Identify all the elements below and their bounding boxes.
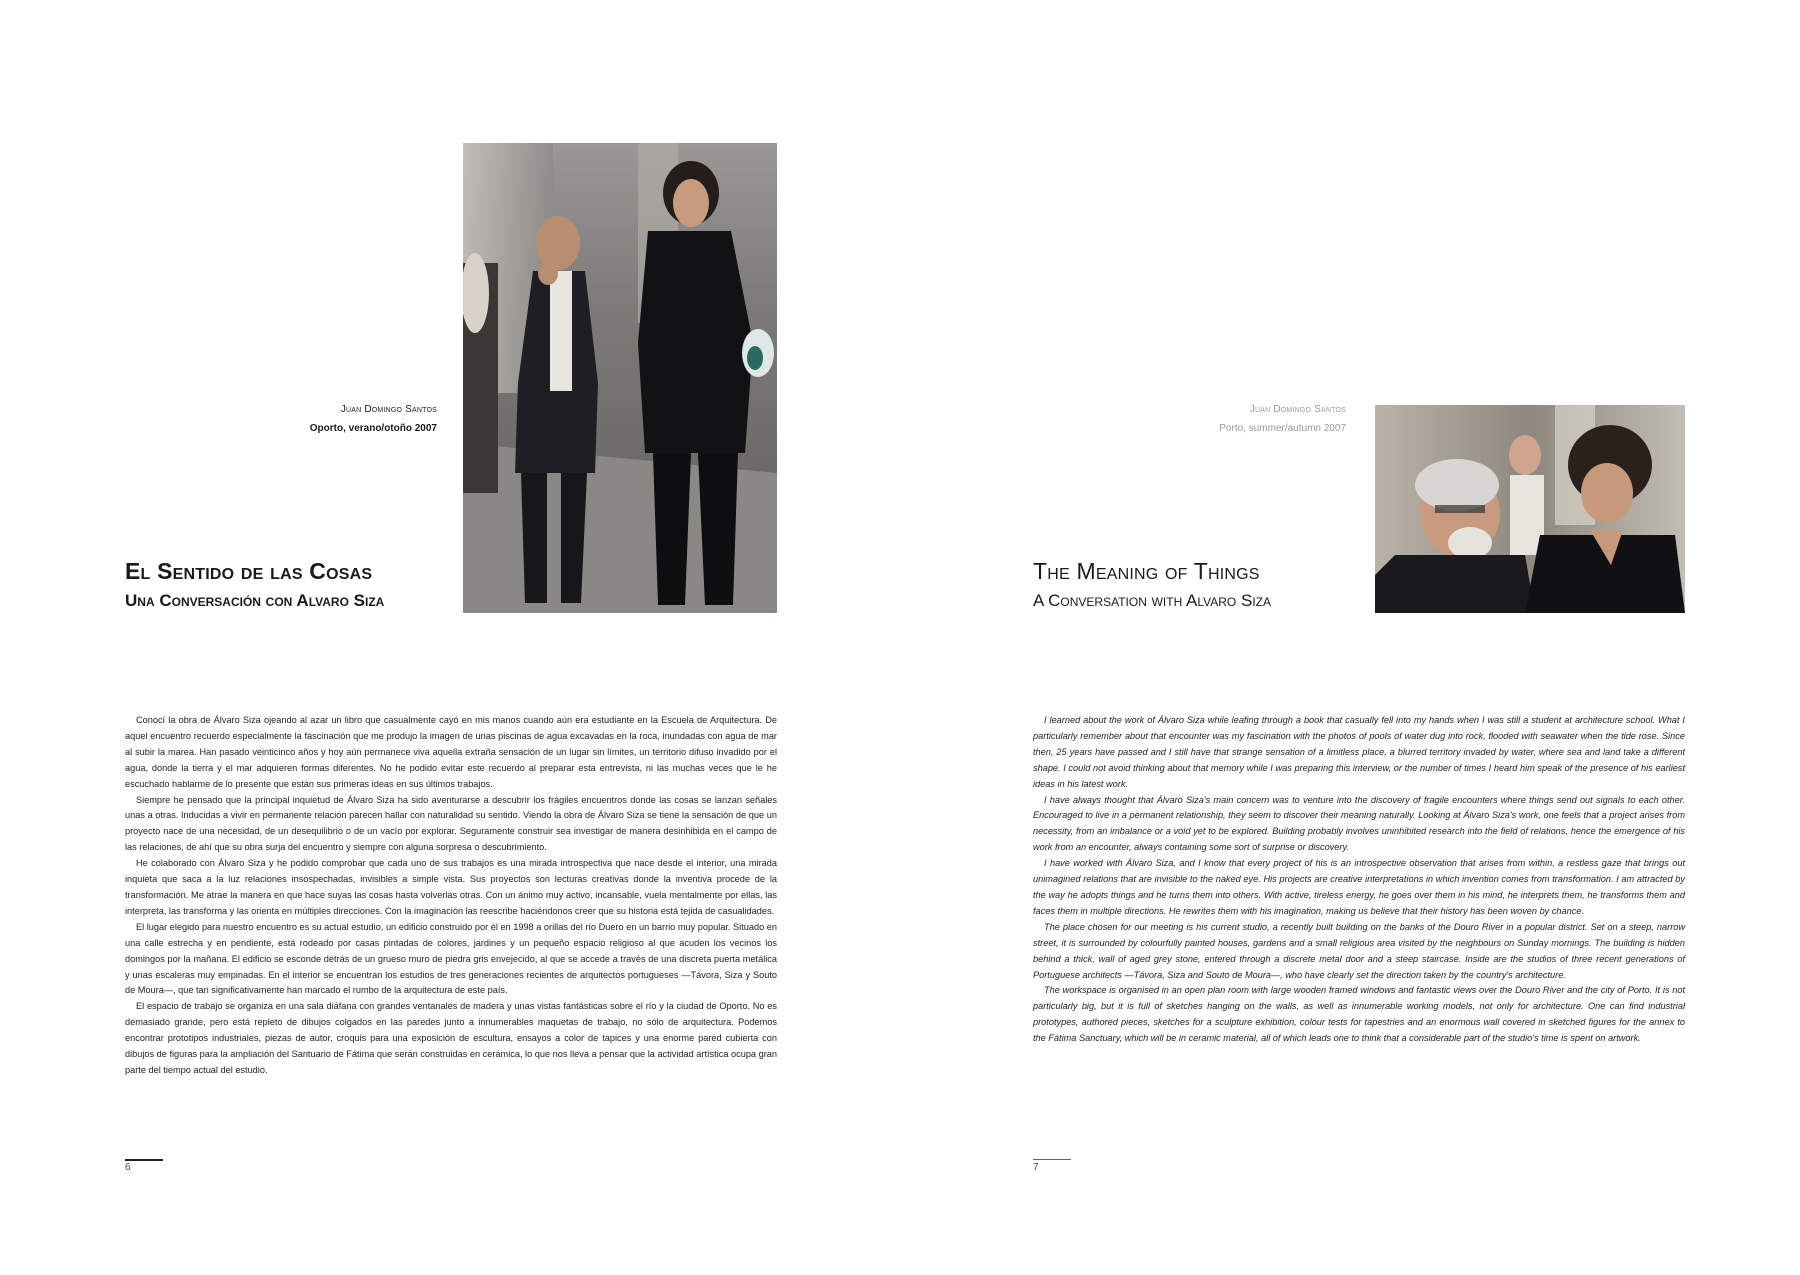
paragraph: El lugar elegido para nuestro encuentro es su actual estudio, un edificio construido por él en 1998 a orillas del río Duero en un barrio muy popular. Situado en una calle estrecha y en pendiente, está rodeado por casas pintadas de colores, jardines y un pequeño espacio religioso al que acuden los vecinos los domingos por la mañana. El edificio se esconde detrás de un grueso muro de piedra gris envejecido, al que se accede a través de una discreta puerta metálica y unas escaleras muy empinadas. En el interior se encuentran los estudios de tres generaciones recientes de arquitectos portugueses —Távora, Siza y Souto de Moura—, que tan significativamente han marcado el rumbo de la arquitectura de este país. <box>125 921 777 996</box>
paragraph: Conocí la obra de Álvaro Siza ojeando al azar un libro que casualmente cayó en mis manos cuando aún era estudiante en la Escuela de Arquitectura. De aquel encuentro recuerdo especialmente la fascinación que me produjo la imagen de unas piscinas de agua excavadas en la roca, inundadas con agua de mar al subir la marea. Han pasado veinticinco años y hoy aún permanece viva aquella extraña sensación de un lugar sin límites, un territorio difuso invadido por el agua, donde la tierra y el mar adquieren formas diferentes. No he podido evitar este recuerdo al preparar esta entrevista, ni las muchas veces que le he escuchado hablarme de lo presente que están sus primeras ideas en sus últimos trabajos. <box>125 715 777 789</box>
paragraph: I learned about the work of Álvaro Siza while leafing through a book that casually fell into my hands when I was still a student at architecture school. What I particularly remember about that encounter was my fascination with the photos of pools of water dug into rock, flooded with seawater when the tide rose. Since then, 25 years have passed and I still have that strange sensation of a limitless place, a blurred territory invaded by water, where sea and land take a different shape. I could not avoid thinking about that memory while I was preparing this interview, or the number of times I heard him speak of the presence of his earliest ideas in his latest work. <box>1033 715 1685 789</box>
right-page <box>900 0 1800 1275</box>
footer-rule <box>1033 1159 1071 1160</box>
article-title: The Meaning of Things <box>1033 558 1260 584</box>
article-heading <box>1033 555 1271 615</box>
article-subtitle: A Conversation with Alvaro Siza <box>1033 591 1271 610</box>
paragraph: The place chosen for our meeting is his current studio, a recently built building on the banks of the Douro River in a popular district. Set on a steep, narrow street, it is surrounded by colourfully painted houses, gardens and a small religious area visited by the neighbours on Sunday mornings. The building is hidden behind a thick, wall of aged grey stone, entered through a discrete metal door and a steep staircase. Inside are the studios of three recent generations of Portuguese architects —Távora, Siza and Souto de Moura—, who have clearly set the direction taken by the country's architecture. <box>1033 921 1685 980</box>
street-photo-image <box>463 143 777 613</box>
studio-photo <box>1375 405 1685 613</box>
paragraph: El espacio de trabajo se organiza en una sala diáfana con grandes ventanales de madera y unas vistas fantásticas sobre el río y la ciudad de Oporto. No es demasiado grande, pero está repleto de dibujos colgados en las paredes junto a innumerables maquetas de trabajo, no sólo de arquitectura. Podemos encontrar prototipos industriales, piezas de autor, croquis para una exposición de escultura, ensayos a color de tapices y una enorme pared cubierta con dibujos de figuras para la ampliación del Santuario de Fátima que serán construidas en cerámica, lo que nos lleva a pensar que la actividad artística ocupa gran parte del tiempo actual del estudio. <box>125 1001 777 1075</box>
article-subtitle: Una Conversación con Alvaro Siza <box>125 591 385 610</box>
article-title: El Sentido de las Cosas <box>125 558 373 584</box>
studio-photo-image <box>1375 405 1685 613</box>
byline-place-date: Oporto, verano/otoño 2007 <box>309 423 437 434</box>
byline-author: Juan Domingo Santos <box>1249 404 1346 415</box>
paragraph: Siempre he pensado que la principal inquietud de Álvaro Siza ha sido aventurarse a descubrir los frágiles encuentros donde las cosas se lanzan señales unas a otras. Inducidas a vivir en permanente relación parecen hallar con naturalidad su sentido. Viendo la obra de Álvaro Siza se tiene la sensación de que un proyecto nace de una necesidad, de un desequilibrio o de un vacío por explorar. Seguramente construir sea investigar de manera desinhibida en el campo de las relaciones, de ahí que su obra surja del encuentro y siempre con alguna sorpresa o descubrimiento. <box>125 794 777 853</box>
page-number: 7 <box>1033 1162 1039 1173</box>
byline-author: Juan Domingo Santos <box>340 404 437 415</box>
byline-place-date: Porto, summer/autumn 2007 <box>1219 423 1346 434</box>
paragraph: I have always thought that Álvaro Siza's main concern was to venture into the discovery of fragile encounters where things send out signals to each other. Encouraged to live in a permanent relationship, they seem to discover their meaning naturally. Looking at Álvaro Siza's work, one feels that a project arises from necessity, from an imbalance or a void yet to be explored. Building probably involves uninhibited research into the field of relations, hence the emergence of his work from an encounter, always containing some sort of surprise or discovery. <box>1033 794 1685 853</box>
article-heading <box>125 555 384 615</box>
street-photo <box>463 143 777 613</box>
page-number: 6 <box>125 1162 131 1173</box>
paragraph: He colaborado con Álvaro Siza y he podido comprobar que cada uno de sus trabajos es una mirada introspectiva que nace desde el interior, una mirada inquieta que saca a la luz relaciones insospechadas, invisibles a simple vista. Sus proyectos son lecturas creativas donde la inventiva procede de la transformación. Me atrae la manera en que hace suyas las cosas hasta volverlas otras. Con un ánimo muy activo, incansable, vuela mentalmente por ellas, las interpreta, las transforma y las orienta en múltiples direcciones. Con la imaginación las reescribe haciéndonos creer que su historia está tejida de casualidades. <box>125 858 777 916</box>
byline <box>900 400 1346 438</box>
byline <box>137 400 437 438</box>
article-body <box>1033 713 1685 1047</box>
footer-rule <box>125 1159 163 1161</box>
article-body <box>125 713 777 1079</box>
paragraph: I have worked with Álvaro Siza, and I know that every project of his is an introspective observation that arises from within, a restless gaze that brings out unimagined relations that are invisible to the naked eye. His projects are creative interpretations in which invention comes from transformation. I am attracted by the way he adopts things and he turns them into others. With active, tireless energy, he goes over them in his mind, he interprets them, he transforms them and faces them in multiple directions. He rewrites them with his imagination, making us believe that their history has been woven by chance. <box>1033 858 1685 916</box>
paragraph: The workspace is organised in an open plan room with large wooden framed windows and fantastic views over the Douro River and the city of Porto. It is not particularly big, but it is full of sketches hanging on the walls, as well as innumerable working models, not only for architecture. One can find industrial prototypes, authored pieces, sketches for a sculpture exhibition, colour tests for tapestries and an enormous wall covered in sketched figures for the annex to the Fátima Sanctuary, which will be in ceramic material, all of which leads one to think that a considerable part of the studio's time is spent on artwork. <box>1033 985 1685 1044</box>
